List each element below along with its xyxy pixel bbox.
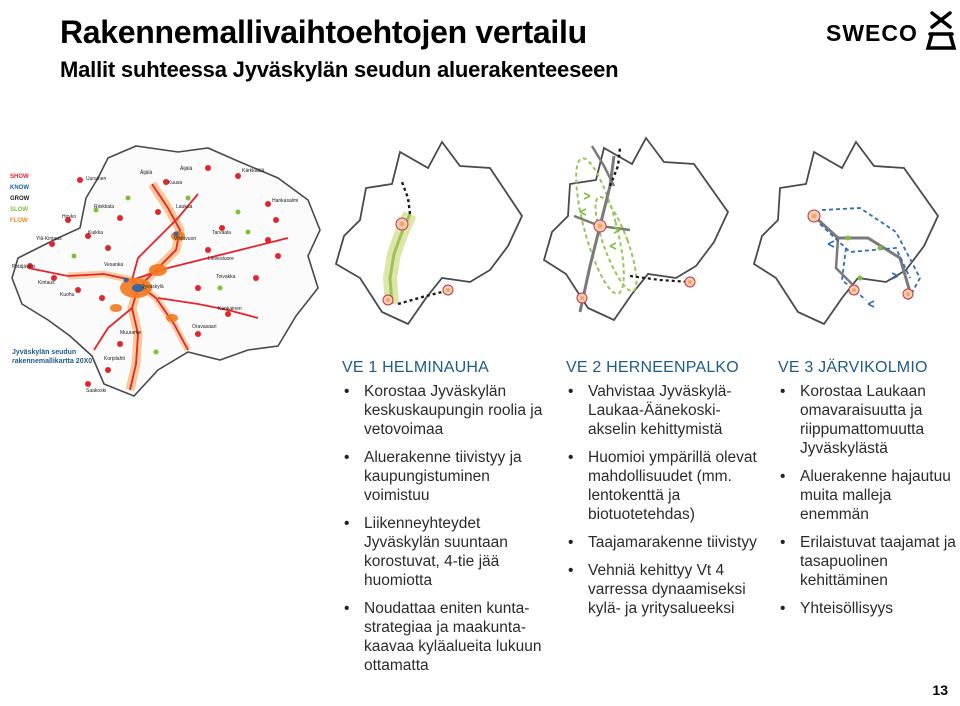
svg-text:Korpilahti: Korpilahti bbox=[104, 356, 125, 362]
legend-item-flow: FLOW bbox=[10, 218, 28, 224]
svg-text:Hankasalmi: Hankasalmi bbox=[272, 198, 299, 204]
legend-item-grow: GROW bbox=[10, 196, 30, 202]
svg-text:Lievestuore: Lievestuore bbox=[208, 256, 234, 262]
ve3-bullet-4: • Yhteisöllisyys bbox=[778, 599, 958, 618]
svg-text:Kintaus: Kintaus bbox=[38, 280, 55, 286]
svg-text:Saakoski: Saakoski bbox=[86, 388, 107, 394]
svg-text:Kuohu: Kuohu bbox=[60, 292, 75, 298]
ve2-bullet-4: • Vehniä kehittyy Vt 4 varressa dynaamiseksi kylä- ja yritysalueeksi bbox=[566, 561, 766, 618]
ve2-heading: VE 2 HERNEENPALKO bbox=[566, 359, 739, 376]
regional-structure-map bbox=[8, 138, 330, 400]
map-caption: Jyväskylän seudun rakennemallikartta 20X0 bbox=[12, 349, 93, 365]
svg-text:Hoyko: Hoyko bbox=[62, 214, 77, 220]
ve1-bullet-3: • Liikenneyhteydet Jyväskylän suuntaan korostuvat, 4-tie jää huomiotta bbox=[342, 514, 552, 590]
legend-item-show: SHOW bbox=[10, 174, 29, 180]
page-title: Rakennemallivaihtoehtojen vertailu bbox=[60, 14, 587, 50]
ve2-bullet-2: • Huomioi ympärillä olevat mahdollisuudet (mm. lentokenttä ja biotuotetehdas) bbox=[566, 448, 766, 524]
svg-text:Vesanka: Vesanka bbox=[104, 262, 124, 268]
page-subtitle: Mallit suhteessa Jyväskylän seudun aluerakenteeseen bbox=[60, 57, 619, 82]
ve3-bullet-2: • Aluerakenne hajautuu muita malleja enemmän bbox=[778, 467, 958, 524]
svg-text:Jyväskylä: Jyväskylä bbox=[142, 284, 164, 290]
logo-text: SWECO bbox=[826, 20, 918, 46]
ve1-bullet-4: • Noudattaa eniten kunta-strategiaa ja maakunta-kaavaa kyläalueita lukuun ottamatta bbox=[342, 599, 552, 675]
ve2-column bbox=[566, 358, 766, 627]
svg-text:Kärkkäälä: Kärkkäälä bbox=[242, 168, 265, 174]
ve2-map-graphic bbox=[540, 126, 750, 340]
legend-item-know: KNOW bbox=[10, 185, 29, 191]
svg-text:Kankainen: Kankainen bbox=[218, 306, 242, 312]
ve3-jarvikolmio-map bbox=[750, 128, 960, 340]
ve1-map-graphic bbox=[330, 128, 540, 338]
svg-text:Äijälä: Äijälä bbox=[180, 166, 193, 172]
ve3-column bbox=[778, 358, 958, 627]
ve2-bullet-3: • Taajamarakenne tiivistyy bbox=[566, 533, 766, 552]
svg-text:Kuusa: Kuusa bbox=[168, 180, 183, 186]
legend-item-slow: SLOW bbox=[10, 207, 28, 213]
map-legend bbox=[10, 172, 29, 227]
ve1-bullet-2: • Aluerakenne tiivistyy ja kaupungistuminen voimistuu bbox=[342, 448, 552, 505]
ve3-map-graphic bbox=[750, 128, 960, 340]
ve2-herneenpalko-map bbox=[540, 126, 750, 340]
svg-text:Riiskkala: Riiskkala bbox=[94, 204, 115, 210]
svg-text:Laukaa: Laukaa bbox=[176, 204, 193, 210]
svg-text:Petäjävesi: Petäjävesi bbox=[12, 264, 36, 270]
svg-text:Tarvaala: Tarvaala bbox=[212, 230, 231, 236]
ve1-column bbox=[342, 358, 552, 684]
svg-text:Uurainen: Uurainen bbox=[86, 176, 107, 182]
svg-text:Ylä-Kintaus: Ylä-Kintaus bbox=[36, 236, 62, 242]
svg-text:Äijälä: Äijälä bbox=[140, 170, 153, 176]
svg-text:Vihtavuori: Vihtavuori bbox=[174, 236, 197, 242]
svg-text:Muurame: Muurame bbox=[120, 330, 142, 336]
svg-text:Toivakka: Toivakka bbox=[216, 274, 236, 280]
ve3-bullet-3: • Erilaistuvat taajamat ja tasapuolinen kehittäminen bbox=[778, 533, 958, 590]
ve3-heading: VE 3 JÄRVIKOLMIO bbox=[778, 359, 928, 376]
page-number: 13 bbox=[932, 682, 948, 698]
ve1-heading: VE 1 HELMINAUHA bbox=[342, 359, 490, 376]
ve2-bullet-1: • Vahvistaa Jyväskylä-Laukaa-Äänekoski-akselin kehittymistä bbox=[566, 382, 766, 439]
ve1-helminauha-map bbox=[330, 128, 540, 338]
sweco-symbol-icon bbox=[924, 10, 958, 52]
ve3-bullet-1: • Korostaa Laukaan omavaraisuutta ja riippumattomuutta Jyväskylästä bbox=[778, 382, 958, 458]
svg-text:Kuikka: Kuikka bbox=[88, 230, 104, 236]
ve1-bullet-1: • Korostaa Jyväskylän keskuskaupungin roolia ja vetovoimaa bbox=[342, 382, 552, 439]
sweco-logo bbox=[826, 10, 958, 52]
svg-text:Oravasaari: Oravasaari bbox=[192, 324, 217, 330]
